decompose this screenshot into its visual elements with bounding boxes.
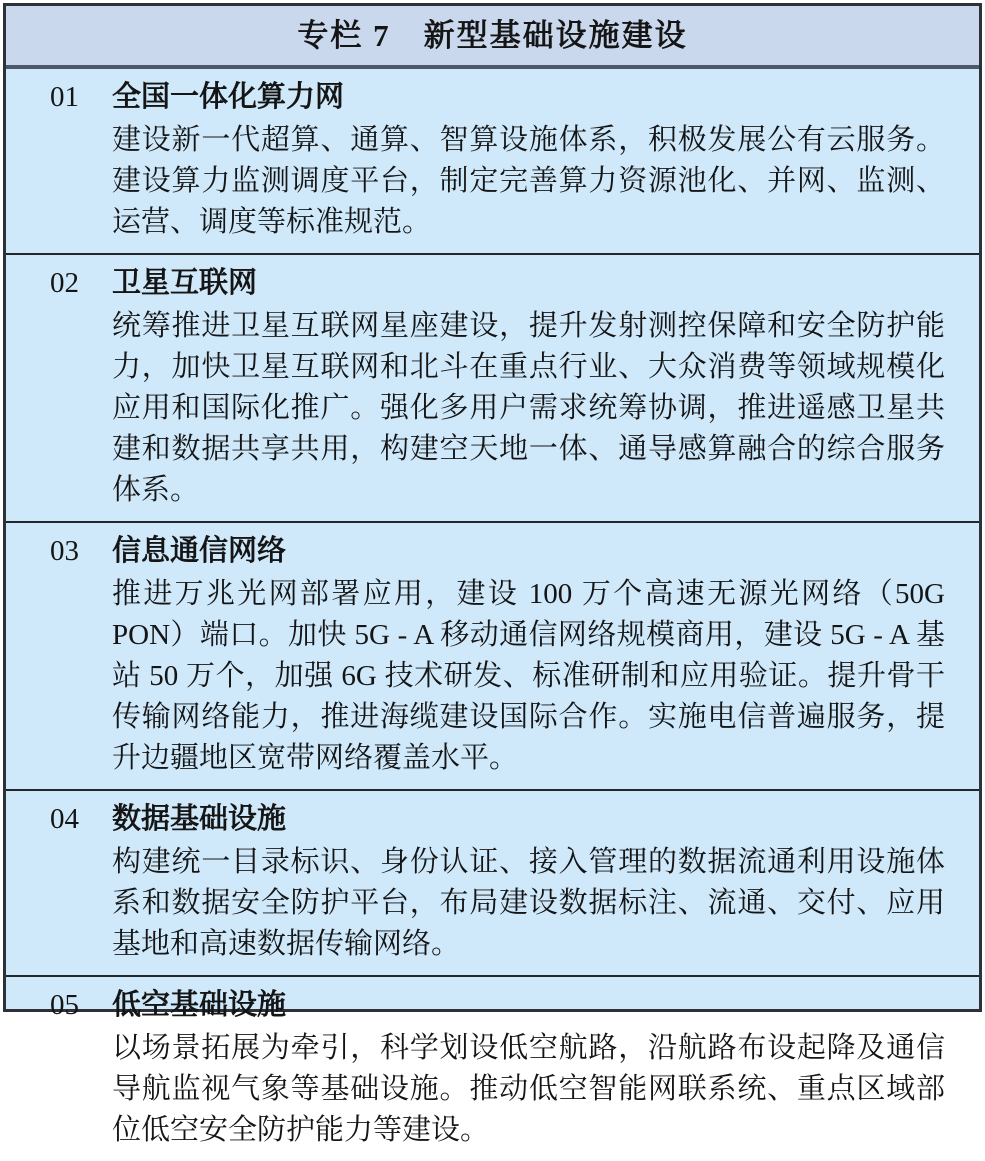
section-heading: 数据基础设施: [112, 803, 287, 835]
section-heading: 全国一体化算力网: [112, 81, 345, 113]
section-number: 02: [50, 267, 79, 299]
section-heading: 信息通信网络: [112, 535, 287, 567]
section-rows: [6, 69, 979, 1161]
section-number: 05: [50, 989, 79, 1021]
section-body: 构建统一目录标识、身份认证、接入管理的数据流通利用设施体系和数据安全防护平台，布局建设数据标注、流通、交付、应用基地和高速数据传输网络。: [112, 846, 945, 960]
section-heading: 卫星互联网: [112, 267, 258, 299]
section-body: 统筹推进卫星互联网星座建设，提升发射测控保障和安全防护能力，加快卫星互联网和北斗在重点行业、大众消费等领域规模化应用和国际化推广。强化多用户需求统筹协调，推进遥感卫星共建和数据共享共用，构建空天地一体、通导感算融合的综合服务体系。: [112, 310, 945, 506]
section-number: 01: [50, 81, 79, 113]
section-heading: 低空基础设施: [112, 989, 287, 1021]
section-content: [112, 985, 945, 1151]
section-body: 建设新一代超算、通算、智算设施体系，积极发展公有云服务。建设算力监测调度平台，制定完善算力资源池化、并网、监测、运营、调度等标准规范。: [112, 124, 945, 238]
section-content: [112, 531, 945, 779]
table-row: [6, 69, 979, 253]
section-content: [112, 263, 945, 511]
infrastructure-column-box: [3, 3, 982, 1146]
section-content: [112, 77, 945, 243]
section-number: 04: [50, 803, 79, 835]
section-content: [112, 799, 945, 965]
table-row: [6, 253, 979, 521]
table-row: [6, 975, 979, 1161]
table-row: [6, 521, 979, 789]
section-body: 推进万兆光网部署应用，建设 100 万个高速无源光网络（50G PON）端口。加快 5G - A 移动通信网络规模商用，建设 5G - A 基站 50 万个，加强 6G 技术研发、标准研制和应用验证。提升骨干传输网络能力，推进海缆建设国际合作。实施电信普遍服务，提升边疆地区宽带网络覆盖水平。: [112, 578, 945, 774]
section-number: 03: [50, 535, 79, 567]
panel-title: 专栏 7 新型基础设施建设: [6, 6, 979, 69]
section-body: 以场景拓展为牵引，科学划设低空航路，沿航路布设起降及通信导航监视气象等基础设施。推动低空智能网联系统、重点区域部位低空安全防护能力等建设。: [112, 1032, 945, 1146]
table-row: [6, 789, 979, 975]
